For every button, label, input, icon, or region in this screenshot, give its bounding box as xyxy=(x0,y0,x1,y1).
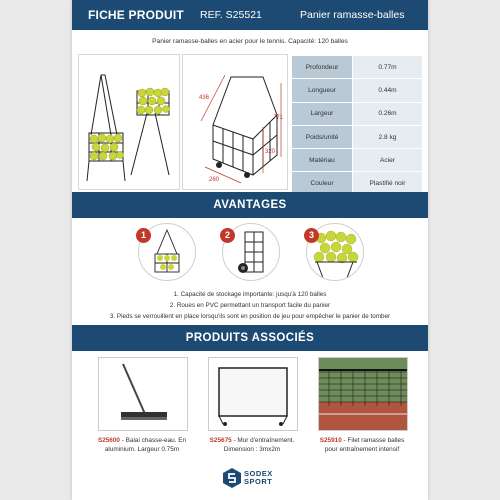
spec-value: 2.8 kg xyxy=(353,126,422,148)
related-product-ref[interactable]: S25675 xyxy=(209,437,232,444)
advantage-item: 2. Roues en PVC permettant un transport facile du panier xyxy=(169,302,331,309)
related-products-heading: PRODUITS ASSOCIÉS xyxy=(72,325,428,351)
related-product-text: - Balai chasse-eau. En aluminium. Largeur 0.75m xyxy=(104,437,187,453)
spec-value: 0.26m xyxy=(353,103,422,125)
brand-logo-text xyxy=(244,470,273,486)
advantage-number-2: 2 xyxy=(220,228,235,243)
spec-row xyxy=(292,126,422,149)
spec-value: Plastifié noir xyxy=(353,172,422,194)
dimension-diagram xyxy=(182,54,288,190)
advantage-number-1: 1 xyxy=(136,228,151,243)
spec-label: Couleur xyxy=(292,172,352,194)
advantage-number-3: 3 xyxy=(304,228,319,243)
advantages-list xyxy=(72,289,428,322)
related-product-ref[interactable]: S25910 xyxy=(319,437,342,444)
training-wall-illustration xyxy=(209,358,297,430)
related-product-image-1[interactable] xyxy=(98,357,188,431)
spec-row xyxy=(292,56,422,79)
related-product-image-3[interactable] xyxy=(318,357,408,431)
logo-line-2: SPORT xyxy=(244,477,273,486)
svg-text:436: 436 xyxy=(199,95,210,101)
related-product-ref[interactable]: S25600 xyxy=(97,437,120,444)
related-product-caption-3 xyxy=(314,437,410,454)
ball-net-illustration xyxy=(319,358,407,430)
product-name: Panier ramasse-balles xyxy=(300,9,405,21)
basket-photo-illustration xyxy=(79,55,179,189)
spec-label: Largeur xyxy=(292,103,352,125)
product-sheet xyxy=(72,0,428,500)
related-product-text: - Filet ramasse balles pour entraînement intensif xyxy=(324,437,405,453)
related-product-caption-2 xyxy=(204,437,300,454)
related-product-text: - Mur d'entraînement. Dimension : 3mx2m xyxy=(223,437,295,453)
spec-row xyxy=(292,103,422,126)
spec-value: 0.44m xyxy=(353,79,422,101)
spec-value: 0.77m xyxy=(353,56,422,78)
spec-row xyxy=(292,149,422,172)
product-description: Panier ramasse-balles en acier pour le tennis. Capacité: 120 balles xyxy=(152,38,348,45)
product-photo xyxy=(78,54,180,190)
sodex-logo-icon xyxy=(222,467,242,494)
svg-text:260: 260 xyxy=(209,177,220,183)
svg-text:320: 320 xyxy=(265,149,276,155)
advantages-heading: AVANTAGES xyxy=(72,192,428,218)
advantage-item: 3. Pieds se verrouillent en place lorsqu'ils sont en position de jeu pour empêcher le panier de tomber xyxy=(109,313,391,320)
logo-line-1: SODEX xyxy=(244,469,273,478)
related-product-image-2[interactable] xyxy=(208,357,298,431)
header-bar xyxy=(72,0,428,30)
spec-label: Matériau xyxy=(292,149,352,171)
spec-label: Profondeur xyxy=(292,56,352,78)
spec-row xyxy=(292,79,422,102)
basket-wireframe-illustration xyxy=(183,55,287,189)
related-product-caption-1 xyxy=(94,437,190,454)
spec-label: Poids/unité xyxy=(292,126,352,148)
sheet-title: FICHE PRODUIT xyxy=(88,8,184,22)
spec-label: Longueur xyxy=(292,79,352,101)
specs-table xyxy=(292,56,422,196)
svg-text:771: 771 xyxy=(273,115,284,121)
squeegee-illustration xyxy=(99,358,187,430)
advantage-item: 1. Capacité de stockage importante: jusqu'à 120 balles xyxy=(173,291,327,298)
spec-value: Acier xyxy=(353,149,422,171)
product-reference: REF. S25521 xyxy=(200,9,262,21)
